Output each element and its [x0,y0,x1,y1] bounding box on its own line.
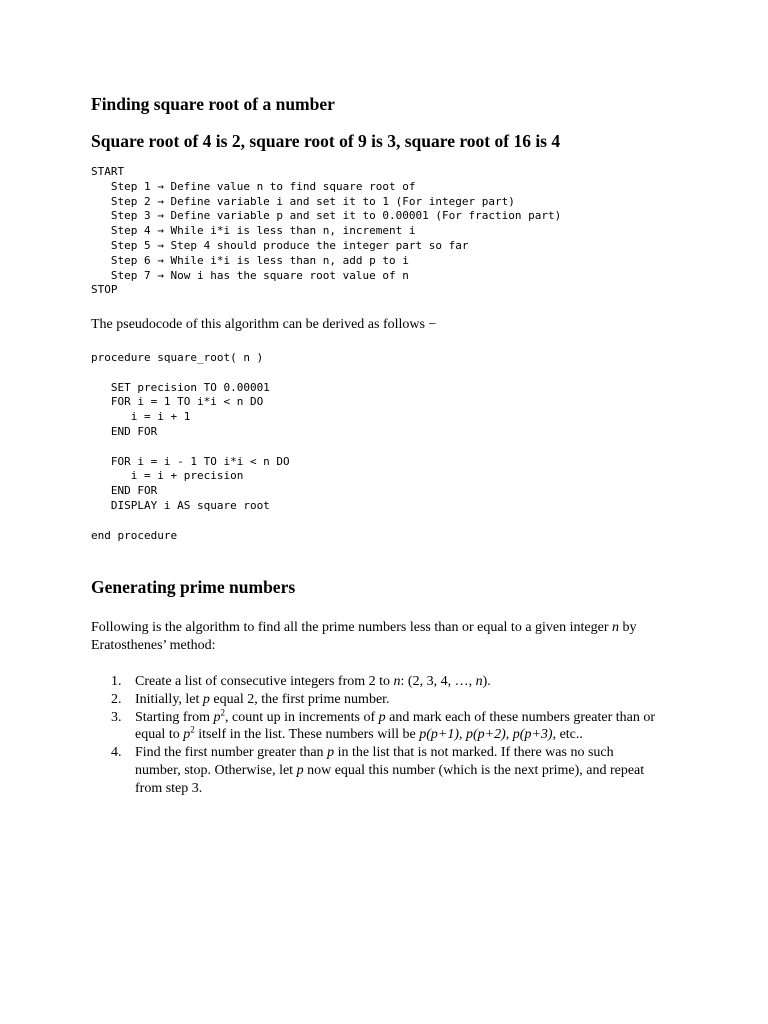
text-run: Find the first number greater than [135,745,328,761]
algorithm-code-block: START Step 1 → Define value n to find square root of Step 2 → Define variable i and set it to 1 (For integer part) Step 3 → Define variable p and set it to 0.00001 (For fraction part) Step 4 → While i*i is less than n, increment i Step 5 → Step 4 should produce the integer part so far Step 6 → While i*i is less than n, add p to i Step 7 → Now i has the square root value of n STOP [91,165,562,297]
list-item-number: 1. [111,674,122,689]
text-run: Initially, let [135,691,203,707]
text-run: Create a list of consecutive integers from 2 to [135,674,394,689]
pseudocode-intro: The pseudocode of this algorithm can be derived as follows − [91,317,437,332]
list-item-text [135,744,655,797]
list-item [91,744,691,797]
expr: p(p+1) [419,727,459,743]
prime-intro-var-n: n [612,620,620,635]
list-item-number: 3. [111,709,122,725]
list-item-number: 2. [111,691,122,707]
var-p: p [296,762,304,778]
section-heading-prime: Generating prime numbers [91,577,296,597]
list-item [91,691,691,709]
var-p: p [202,691,210,707]
prime-intro-text-2: by Eratosthenes’ method: [91,620,637,653]
prime-intro-paragraph [91,619,683,655]
list-item-text [135,674,491,689]
text-run: : (2, 3, 4, …, [400,674,476,689]
pseudocode-block: procedure square_root( n ) SET precision TO 0.00001 FOR i = 1 TO i*i < n DO i = i + 1 END FOR FOR i = i - 1 TO i*i < n DO i = i + precision END FOR DISPLAY i AS square root end procedure [91,351,290,542]
var-n: n [393,674,401,689]
text-run: , [459,727,466,743]
text-run: , count up in increments of [225,709,379,725]
prime-intro-text-1: Following is the algorithm to find all the prime numbers less than or equal to a given integer [91,620,613,635]
var-p: p [183,727,191,743]
text-run: itself in the list. These numbers will be [194,727,420,743]
superscript: 2 [190,724,195,735]
var-n: n [475,674,483,689]
text-run: Starting from [135,709,214,725]
text-run: equal 2, the first prime number. [209,691,390,707]
text-run: , etc.. [552,727,583,743]
section-heading-square-root: Finding square root of a number [91,94,335,114]
list-item-number: 4. [111,745,122,761]
var-p: p [327,745,335,761]
section-subheading-examples: Square root of 4 is 2, square root of 9 is 3, square root of 16 is 4 [91,131,561,151]
text-run: , [505,727,513,743]
superscript: 2 [220,706,226,717]
list-item [91,673,691,691]
expr: p(p+2) [466,727,506,743]
text-run: and mark each of these numbers greater than or equal to [135,709,656,743]
var-p: p [213,709,221,725]
list-item [91,706,691,745]
text-run: now equal this number (which is the next prime), and repeat from step 3. [135,762,645,796]
expr: p(p+3) [512,727,553,743]
text-run: in the list that is not marked. If there was no such number, stop. Otherwise, let [135,745,614,778]
var-p: p [378,709,386,725]
prime-steps-list [91,673,691,798]
text-run: ). [482,674,491,689]
list-item-text [135,692,390,707]
list-item-text [135,706,665,745]
